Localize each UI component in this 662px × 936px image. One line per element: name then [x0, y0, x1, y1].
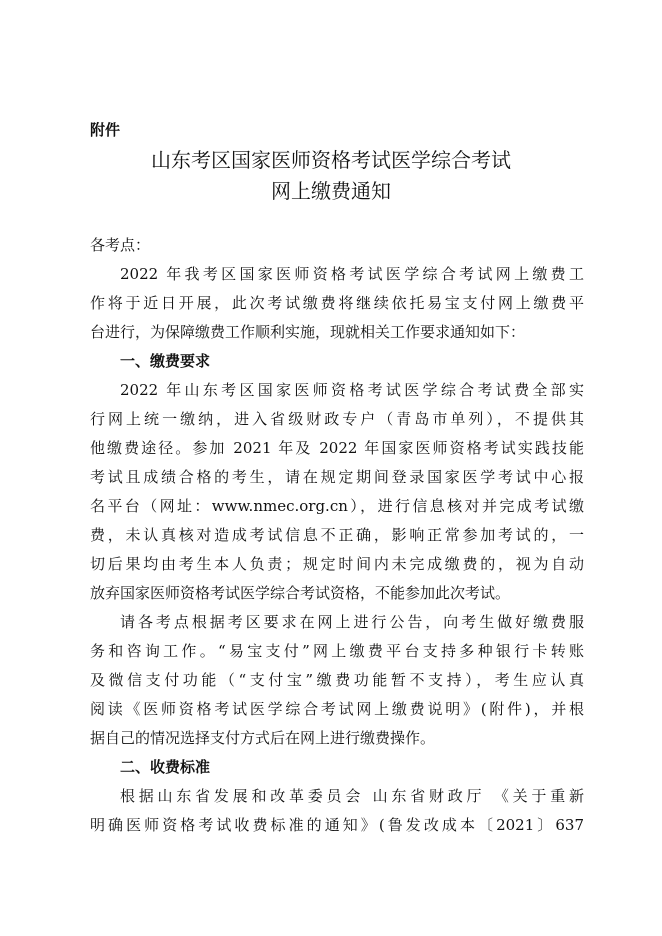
intro-line: 作将于近日开展，此次考试缴费将继续依托易宝支付网上缴费平	[90, 294, 584, 312]
section2-para-line: 明确医师资格考试收费标准的通知》(鲁发改成本〔2021〕637	[90, 816, 584, 834]
section1-para2-line: 据自己的情况选择支付方式后在网上进行缴费操作。	[90, 729, 436, 747]
document-title-line-2: 网上缴费通知	[271, 179, 391, 203]
section1-para1-line: 他缴费途径。参加 2021 年及 2022 年国家医师资格考试实践技能	[90, 439, 584, 457]
section1-para1-line: 2022 年山东考区国家医师资格考试医学综合考试费全部实	[120, 381, 584, 399]
section1-para1-line: 考试且成绩合格的考生，请在规定期间登录国家医学考试中心报	[90, 468, 584, 486]
section1-para1-line: 切后果均由考生本人负责；规定时间内未完成缴费的，视为自动	[90, 555, 584, 573]
section1-para2-line: 请各考点根据考区要求在网上进行公告，向考生做好缴费服	[120, 613, 584, 631]
section-heading-fee-standard: 二、收费标准	[120, 758, 211, 776]
attachment-label: 附件	[90, 121, 121, 139]
document-title-line-1: 山东考区国家医师资格考试医学综合考试	[151, 148, 511, 172]
section1-para1-line: 名平台（网址：www.nmec.org.cn），进行信息核对并完成考试缴	[90, 497, 584, 515]
intro-line: 台进行，为保障缴费工作顺利实施，现就相关工作要求通知如下：	[90, 323, 526, 341]
section1-para1-line: 放弃国家医师资格考试医学综合考试资格，不能参加此次考试。	[90, 584, 511, 602]
section1-para1-line: 行网上统一缴纳，进入省级财政专户（青岛市单列），不提供其	[90, 410, 584, 428]
section1-para1-line: 费，未认真核对造成考试信息不正确，影响正常参加考试的，一	[90, 526, 584, 544]
section-heading-payment-requirements: 一、缴费要求	[120, 352, 211, 370]
salutation: 各考点：	[90, 236, 151, 254]
intro-line: 2022 年我考区国家医师资格考试医学综合考试网上缴费工	[120, 265, 584, 283]
section1-para2-line: 及微信支付功能（“支付宝”缴费功能暂不支持），考生应认真	[90, 671, 584, 689]
section1-para2-line: 阅读《医师资格考试医学综合考试网上缴费说明》(附件)，并根	[90, 700, 584, 718]
section1-para2-line: 务和咨询工作。“易宝支付”网上缴费平台支持多种银行卡转账	[90, 642, 584, 660]
section2-para-line: 根据山东省发展和改革委员会 山东省财政厅 《关于重新	[120, 787, 584, 805]
